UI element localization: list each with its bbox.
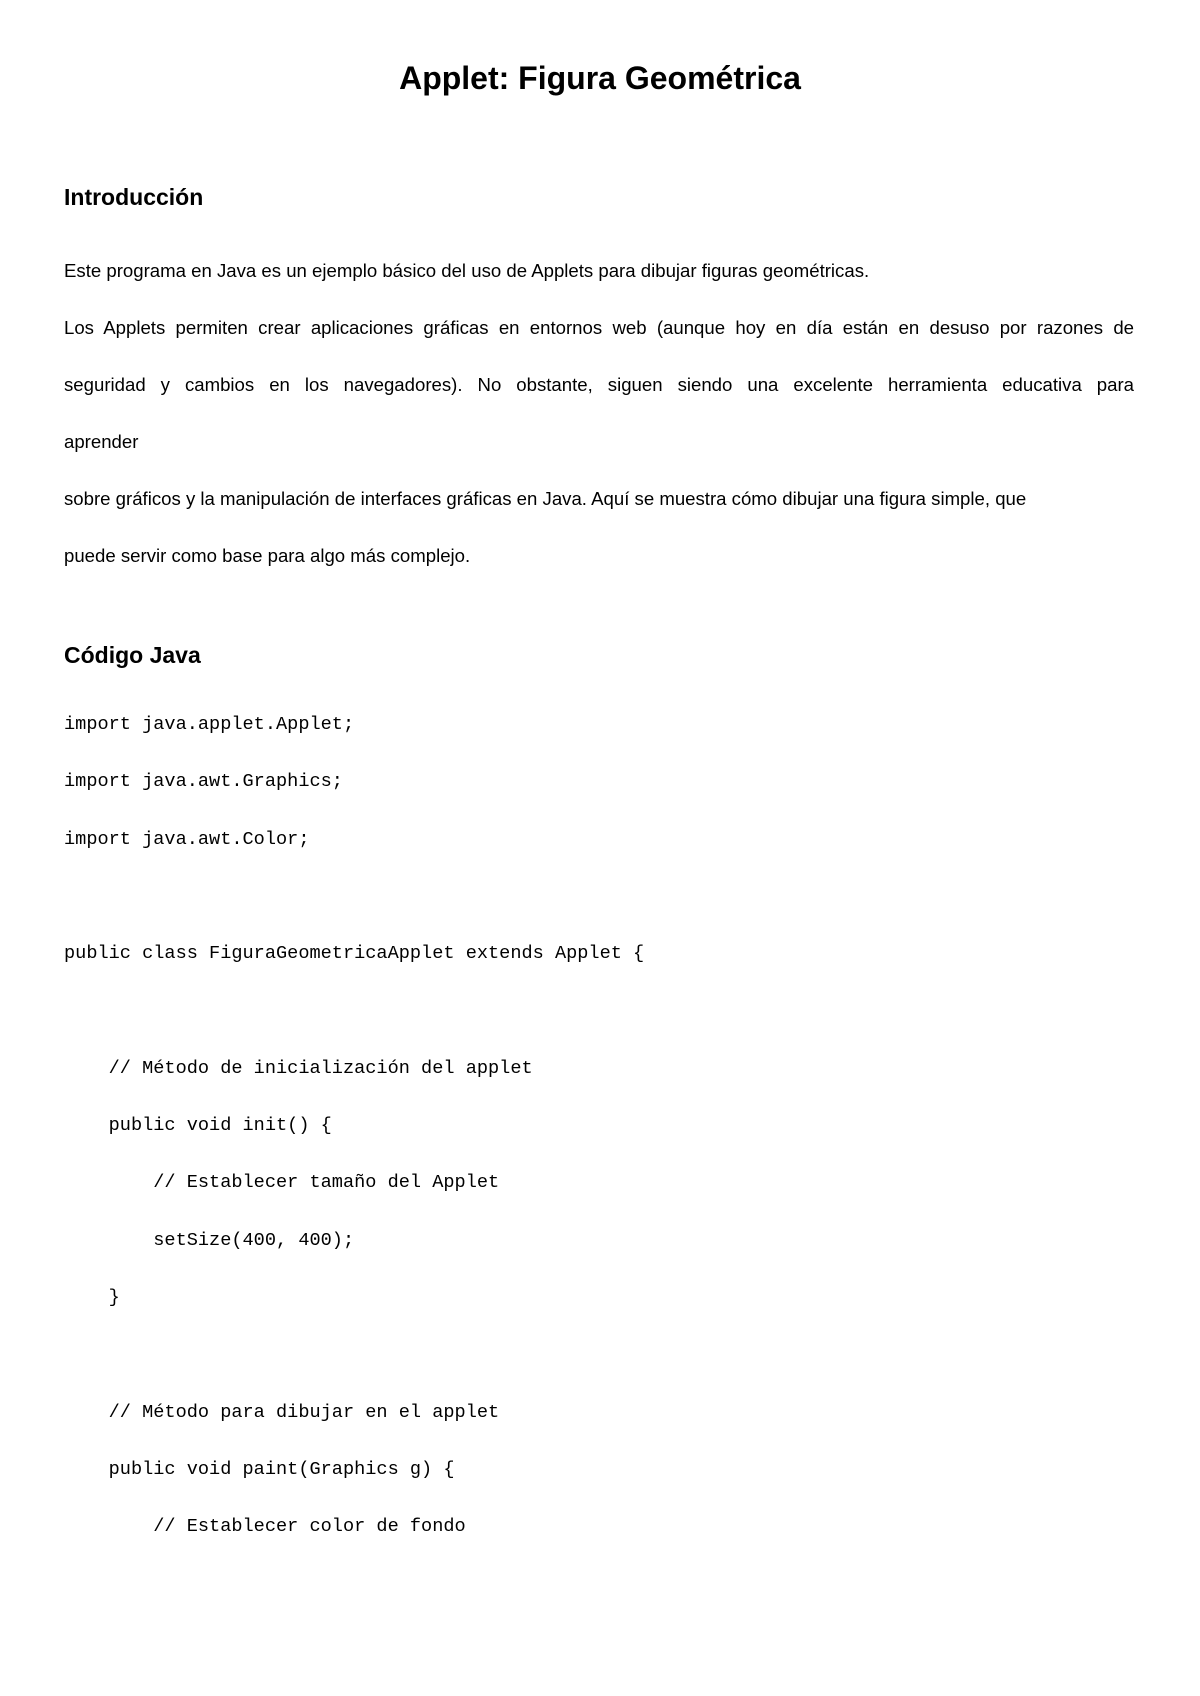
code-line: setSize(400, 400); — [64, 1229, 355, 1251]
java-code-block — [64, 696, 1134, 1555]
intro-paragraph-line: aprender — [64, 431, 139, 452]
intro-paragraph-line: seguridad y cambios en los navegadores). No obstante, siguen siendo una excelente herramienta educativa para — [64, 374, 1134, 395]
introduction-body — [64, 242, 1134, 584]
code-line: } — [64, 1286, 120, 1308]
introduction-heading: Introducción — [64, 184, 204, 210]
code-line: import java.applet.Applet; — [64, 714, 355, 735]
code-heading: Código Java — [64, 642, 201, 668]
intro-paragraph-line: puede servir como base para algo más complejo. — [64, 545, 471, 566]
code-line — [64, 982, 1134, 1039]
code-line: import java.awt.Color; — [64, 828, 310, 850]
code-line: // Método para dibujar en el applet — [64, 1401, 500, 1423]
code-line: // Establecer tamaño del Applet — [64, 1172, 500, 1194]
code-line: public void init() { — [64, 1115, 332, 1137]
document-title: Applet: Figura Geométrica — [399, 60, 801, 96]
code-line: // Método de inicialización del applet — [64, 1057, 533, 1079]
code-line — [64, 1326, 1134, 1383]
code-line: import java.awt.Graphics; — [64, 771, 343, 793]
intro-paragraph-line: Los Applets permiten crear aplicaciones gráficas en entornos web (aunque hoy en día están en desuso por razones de — [64, 317, 1134, 338]
intro-paragraph-line: sobre gráficos y la manipulación de interfaces gráficas en Java. Aquí se muestra cómo dibujar una figura simple, que — [64, 488, 1027, 509]
code-line: // Establecer color de fondo — [64, 1516, 466, 1538]
code-line — [64, 868, 1134, 925]
code-line: public void paint(Graphics g) { — [64, 1458, 455, 1480]
code-line: public class FiguraGeometricaApplet extends Applet { — [64, 943, 645, 965]
intro-paragraph-line: Este programa en Java es un ejemplo básico del uso de Applets para dibujar figuras geométricas. — [64, 260, 870, 281]
